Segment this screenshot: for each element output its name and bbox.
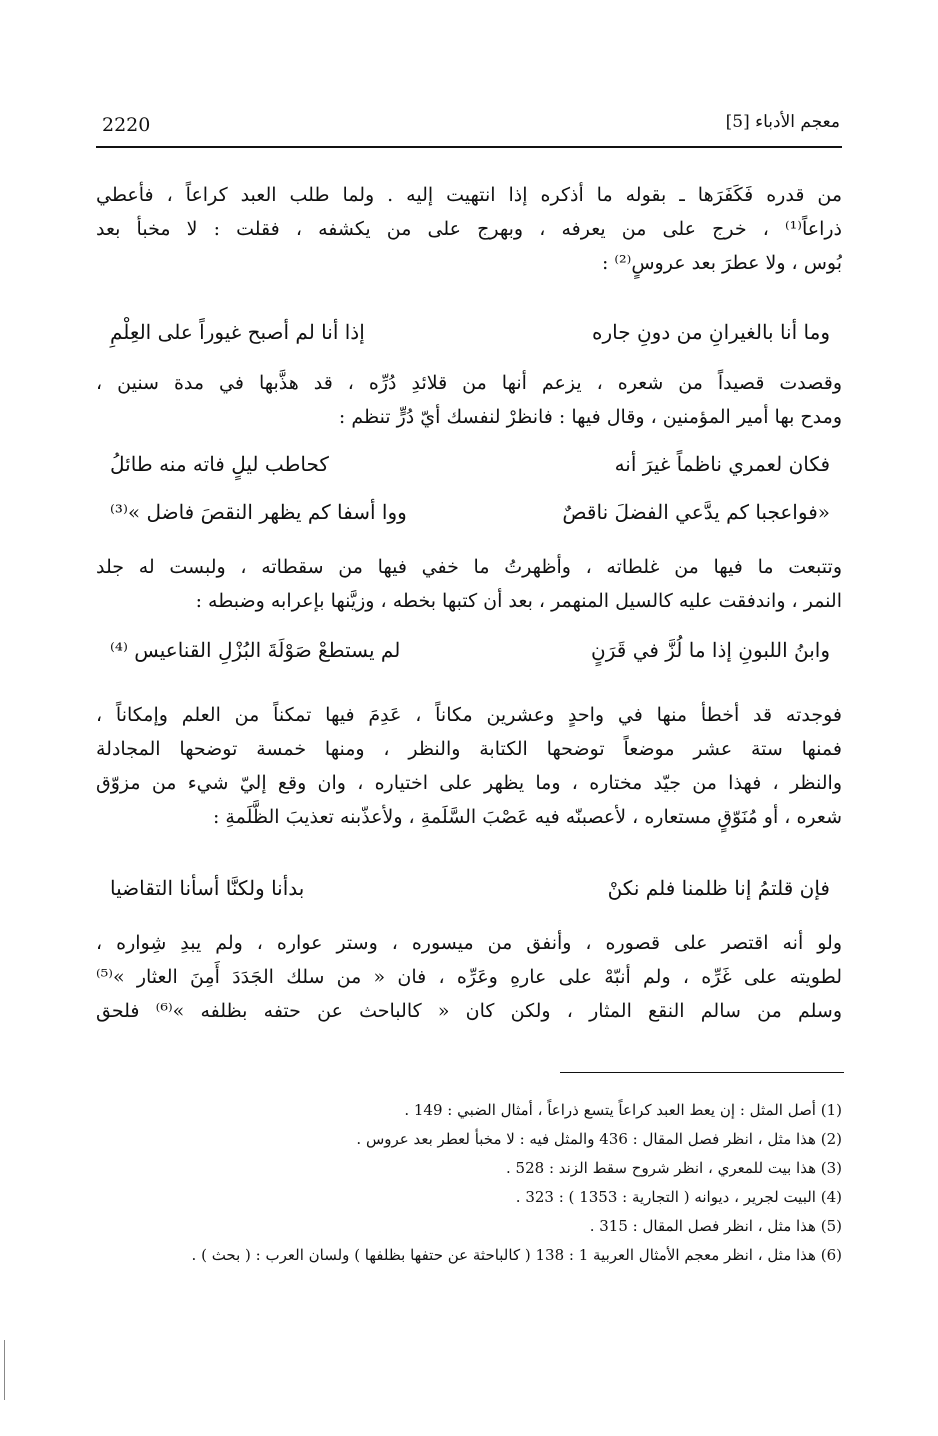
paragraph-2: [96, 366, 842, 434]
verse-3: [110, 500, 830, 536]
text-line: وقصدت قصيداً من شعره ، يزعم أنها من قلائدِ دُرِّه ، قد هذَّبها في مدة سنين ،: [96, 372, 842, 394]
text-line: بُوس ، ولا عطرَ بعد عروسٍ⁽²⁾ :: [601, 252, 842, 274]
verse-first-hemistich: «فواعجبا كم يدَّعي الفضلَ ناقصٌ: [562, 500, 830, 524]
page-header: [96, 100, 842, 140]
text-line: وتتبعت ما فيها من غلطاته ، وأظهرتُ ما خفي فيها من سقطاته ، ولبست له جلد: [96, 556, 842, 578]
text-line: فوجدته قد أخطأ منها في واحدٍ وعشرين مكاناً ، عَدِمَ فيها تمكناً من العلم وإمكاناً ،: [96, 704, 842, 726]
text-line: من قدره فَكَفَرَها ـ بقوله ما أذكره إذا انتهيت إليه . ولما طلب العبد كراعاً ، فأعطي: [96, 184, 842, 206]
text-line: ولو أنه اقتصر على قصوره ، وأنفق من ميسوره ، وستر عواره ، ولم يبدِ شِواره ،: [96, 932, 842, 954]
verse-5: [110, 876, 830, 912]
text-line: شعره ، أو مُنَوّقٍ مستعاره ، لأعصبنّه فيه عَصْبَ السَّلَمةِ ، ولأعذّبنه تعذيبَ الظَّلَمةِ :: [212, 806, 842, 828]
page-number: 2220: [102, 114, 151, 136]
verse-4: [110, 638, 830, 674]
text-line: لطويته على غَرِّه ، ولم أنبّهْ على عارهِ وعَرِّه ، فان « من سلك الجَدَدَ أَمِنَ العثار »⁽⁵⁾: [96, 966, 842, 988]
verse-second-hemistich: بدأنا ولكنَّا أسأنا التقاضيا: [110, 876, 305, 900]
footnote-3: (3) هذا بيت للمعري ، انظر شروح سقط الزند : 528 .: [505, 1159, 842, 1177]
text-line: النمر ، واندفقت عليه كالسيل المنهمر ، بعد أن كتبها بخطه ، وزيَّنها بإعرابه وضبطه :: [195, 590, 842, 612]
paragraph-4: [96, 698, 842, 834]
verse-second-hemistich: كحاطب ليلٍ فاته منه طائلُ: [110, 452, 329, 476]
verse-first-hemistich: وابنُ اللبونِ إذا ما لُزَّ في قَرَنٍ: [591, 638, 830, 662]
verse-second-hemistich: ووا أسفا كم يظهر النقصَ فاضل »⁽³⁾: [110, 500, 407, 524]
text-line: وسلم من سالم النقع المثار ، ولكن كان « كالباحث عن حتفه بظلفه »⁽⁶⁾ فلحق: [96, 1000, 842, 1022]
verse-first-hemistich: وما أنا بالغيرانِ من دونِ جاره: [592, 320, 830, 344]
footnotes: [96, 1096, 842, 1270]
header-divider: [96, 146, 842, 148]
paragraph-3: [96, 550, 842, 618]
verse-1: [110, 320, 830, 356]
footnote-6: (6) هذا مثل ، انظر معجم الأمثال العربية 1 : 138 ( كالباحثة عن حتفها بظلفها ) ولسان العرب : ( بحث ) .: [191, 1246, 842, 1264]
text-line: ذراعاً⁽¹⁾ ، خرج على من يعرفه ، وبهرج على من يكشفه ، فقلت : لا مخبأ بعد: [96, 218, 842, 240]
footnote-1: (1) أصل المثل : إن يعط العبد كراعاً يتسع ذراعاً ، أمثال الضبي : 149 .: [404, 1101, 842, 1119]
text-line: ومدح بها أمير المؤمنين ، وقال فيها : فانظرْ لنفسك أيّ دُرٍّ تنظم :: [338, 406, 842, 428]
footnote-2: (2) هذا مثل ، انظر فصل المقال : 436 والمثل فيه : لا مخبأ لعطر بعد عروس .: [356, 1130, 842, 1148]
footnote-divider: [560, 1072, 844, 1073]
footnote-5: (5) هذا مثل ، انظر فصل المقال : 315 .: [589, 1217, 842, 1235]
running-title: معجم الأدباء [5]: [725, 112, 840, 132]
verse-2: [110, 452, 830, 488]
paragraph-1: [96, 178, 842, 280]
verse-first-hemistich: فإن قلتمُ إنا ظلمنا فلم نكنْ: [607, 876, 830, 900]
text-line: فمنها ستة عشر موضعاً توضحها الكتابة والنظر ، ومنها خمسة توضحها المجادلة: [96, 738, 842, 760]
text-line: والنظر ، فهذا من جيّد مختاره ، وما يظهر على اختياره ، وان وقع إليّ شيء من مزوّق: [96, 772, 842, 794]
verse-second-hemistich: إذا أنا لم أصبح غيوراً على العِلْمِ: [110, 320, 365, 344]
paragraph-5: [96, 926, 842, 1028]
verse-first-hemistich: فكان لعمري ناظماً غيرَ أنه: [614, 452, 830, 476]
scan-edge-mark: [4, 1340, 5, 1400]
verse-second-hemistich: لم يستطعْ صَوْلَةَ البُزْلِ القناعيس ⁽⁴⁾: [110, 638, 401, 662]
footnote-4: (4) البيت لجرير ، ديوانه ( التجارية : 1353 ) : 323 .: [515, 1188, 842, 1206]
